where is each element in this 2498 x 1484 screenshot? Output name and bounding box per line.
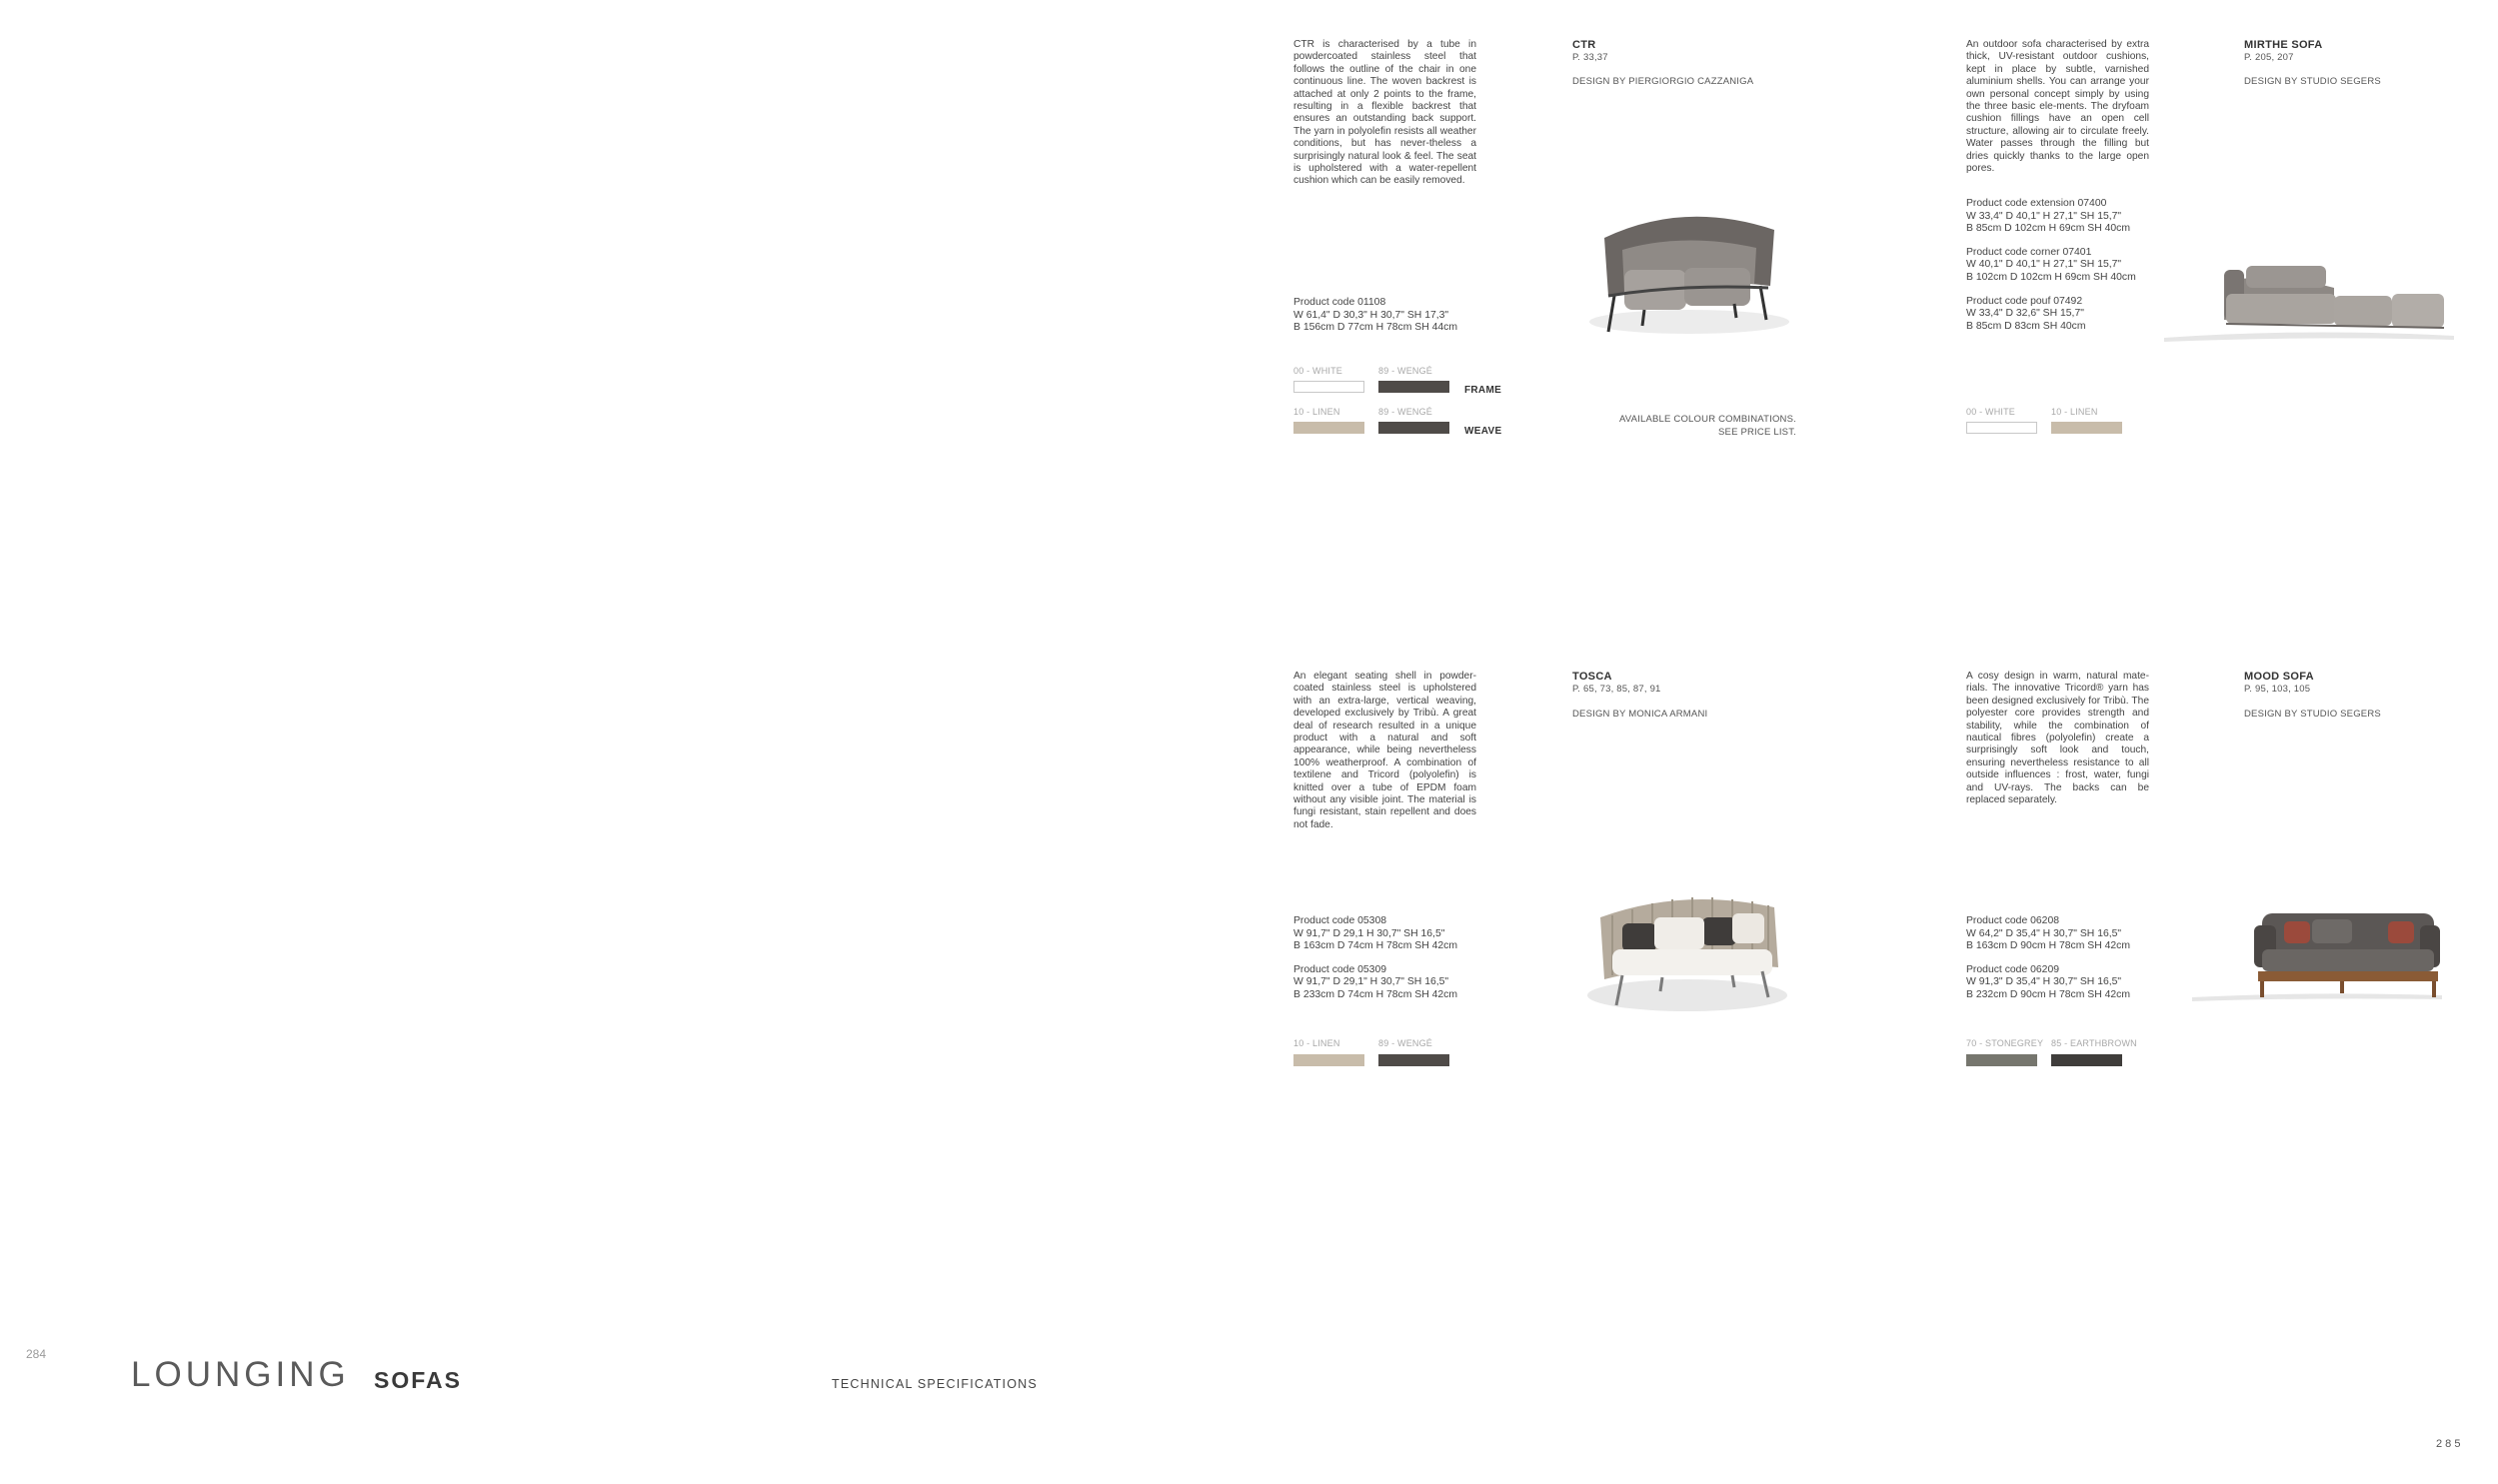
- technical-specifications-label: TECHNICAL SPECIFICATIONS: [832, 1377, 1038, 1391]
- dimensions-inch: W 33,4" D 32,6" SH 15,7": [1966, 308, 2084, 320]
- tosca-sofa-image: [1582, 887, 1797, 1017]
- mood-swatch-earthbrown: [2051, 1054, 2122, 1066]
- mood-description: A cosy design in warm, natural mate-rials. The innovative Tricord® yarn has been designed exclusively for Tribù. The polyester core provides strength and stability, while the combination of nautical fibres (polyolefin) create a surprisingly soft look and touch, ensuring nevertheless resistance to all outside influences : frost, water, fungi and UV-rays. The backs can be replaced separately.: [1966, 671, 2149, 806]
- ctr-product-codes: [1293, 297, 1457, 335]
- product-code-line: Product code 05309: [1293, 963, 1387, 975]
- dimensions-inch: W 91,3" D 35,4" H 30,7" SH 16,5": [1966, 976, 2122, 988]
- note-line: AVAILABLE COLOUR COMBINATIONS.: [1618, 414, 1796, 425]
- mood-product-name: MOOD SOFA: [2244, 671, 2314, 683]
- tosca-product-name: TOSCA: [1572, 671, 1612, 683]
- mirthe-designer: DESIGN BY STUDIO SEGERS: [2244, 76, 2381, 87]
- dimensions-inch: W 91,7" D 29,1 H 30,7" SH 16,5": [1293, 927, 1445, 939]
- right-page-number: 2 8 5: [2436, 1438, 2461, 1450]
- dimensions-inch: W 61,4" D 30,3" H 30,7" SH 17,3": [1293, 309, 1449, 321]
- tosca-colour-label: 89 - WENGÉ: [1378, 1038, 1433, 1048]
- dimensions-cm: B 156cm D 77cm H 78cm SH 44cm: [1293, 322, 1457, 334]
- mirthe-product-name: MIRTHE SOFA: [2244, 39, 2323, 51]
- mirthe-sofa-image: [2164, 260, 2454, 345]
- ctr-colour-label: 89 - WENGÉ: [1378, 366, 1433, 376]
- mood-designer: DESIGN BY STUDIO SEGERS: [2244, 709, 2381, 720]
- ctr-frame-swatch-wenge: [1378, 381, 1449, 393]
- weave-row-label: WEAVE: [1464, 426, 1502, 437]
- tosca-colour-label: 10 - LINEN: [1293, 1038, 1340, 1048]
- tosca-swatch-linen: [1293, 1054, 1364, 1066]
- dimensions-cm: B 85cm D 83cm SH 40cm: [1966, 320, 2086, 332]
- ctr-colour-label: 89 - WENGÉ: [1378, 407, 1433, 417]
- product-code-line: Product code 06209: [1966, 963, 2060, 975]
- tosca-designer: DESIGN BY MONICA ARMANI: [1572, 709, 1708, 720]
- mirthe-colour-label: 00 - WHITE: [1966, 407, 2016, 417]
- dimensions-cm: B 163cm D 90cm H 78cm SH 42cm: [1966, 940, 2130, 952]
- ctr-product-name: CTR: [1572, 39, 1596, 51]
- tosca-page-refs: P. 65, 73, 85, 87, 91: [1572, 684, 1661, 695]
- mirthe-page-refs: P. 205, 207: [2244, 52, 2294, 63]
- ctr-sofa-image: [1584, 200, 1794, 335]
- tosca-description: An elegant seating shell in powder-coated stainless steel is upholstered with an extra-large, vertical weaving, developed exclusively by Tribù. A great deal of research resulted in a unique product with a natural and soft appearance, while being nevertheless 100% weatherproof. A combination of textilene and Tricord (polyolefin) is knitted over a tube of EPDM foam without any visible joint. The material is fungi resistant, stain repellent and does not fade.: [1293, 671, 1476, 830]
- ctr-page-refs: P. 33,37: [1572, 52, 1608, 63]
- dimensions-inch: W 40,1" D 40,1" H 27,1" SH 15,7": [1966, 259, 2122, 271]
- tosca-product-codes: [1293, 915, 1457, 1002]
- left-page-number: 284: [26, 1347, 47, 1361]
- mirthe-colour-label: 10 - LINEN: [2051, 407, 2098, 417]
- dimensions-cm: B 163cm D 74cm H 78cm SH 42cm: [1293, 940, 1457, 952]
- dimensions-inch: W 64,2" D 35,4" H 30,7" SH 16,5": [1966, 927, 2122, 939]
- mirthe-description: An outdoor sofa characterised by extra thick, UV-resistant outdoor cushions, kept in place by subtle, varnished aluminium shells. You can arrange your own personal concept simply by using the three basic ele-ments. The dryfoam cushion fillings have an open cell structure, allowing air to circulate freely. Water passes through the filling but dries quickly thanks to the large open pores.: [1966, 39, 2149, 175]
- colour-combinations-note: [1499, 413, 1796, 439]
- dimensions-cm: B 233cm D 74cm H 78cm SH 42cm: [1293, 988, 1457, 1000]
- mirthe-swatch-linen: [2051, 422, 2122, 434]
- dimensions-cm: B 102cm D 102cm H 69cm SH 40cm: [1966, 271, 2136, 283]
- product-code-line: Product code corner 07401: [1966, 246, 2092, 258]
- product-code-line: Product code 01108: [1293, 297, 1386, 308]
- mood-colour-label: 85 - EARTHBROWN: [2051, 1038, 2137, 1048]
- product-code-line: Product code pouf 07492: [1966, 295, 2083, 307]
- ctr-colour-label: 00 - WHITE: [1293, 366, 1343, 376]
- ctr-designer: DESIGN BY PIERGIORGIO CAZZANIGA: [1572, 76, 1754, 87]
- subsection-title: SOFAS: [374, 1367, 462, 1393]
- mirthe-swatch-white: [1966, 422, 2037, 434]
- mood-sofa-image: [2192, 899, 2442, 1005]
- product-code-line: Product code 06208: [1966, 915, 2060, 926]
- mood-swatch-stonegrey: [1966, 1054, 2037, 1066]
- mood-page-refs: P. 95, 103, 105: [2244, 684, 2311, 695]
- note-line: SEE PRICE LIST.: [1718, 427, 1796, 438]
- mood-colour-label: 70 - STONEGREY: [1966, 1038, 2044, 1048]
- dimensions-cm: B 85cm D 102cm H 69cm SH 40cm: [1966, 223, 2130, 235]
- mood-product-codes: [1966, 915, 2130, 1002]
- product-code-line: Product code extension 07400: [1966, 198, 2107, 209]
- ctr-weave-swatch-wenge: [1378, 422, 1449, 434]
- dimensions-inch: W 91,7" D 29,1" H 30,7" SH 16,5": [1293, 976, 1449, 988]
- tosca-swatch-wenge: [1378, 1054, 1449, 1066]
- section-title: LOUNGING: [131, 1355, 350, 1394]
- frame-row-label: FRAME: [1464, 385, 1502, 396]
- ctr-colour-label: 10 - LINEN: [1293, 407, 1340, 417]
- ctr-frame-swatch-white: [1293, 381, 1364, 393]
- ctr-description: CTR is characterised by a tube in powdercoated stainless steel that follows the outline of the chair in one continuous line. The woven backrest is attached at only 2 points to the frame, resulting in a flexible backrest that ensures an outstanding back support. The yarn in polyolefin resists all weather conditions, but has never-theless a surprisingly natural look & feel. The seat is upholstered with a water-repellent cushion which can be easily removed.: [1293, 39, 1476, 187]
- product-code-line: Product code 05308: [1293, 915, 1387, 926]
- dimensions-cm: B 232cm D 90cm H 78cm SH 42cm: [1966, 988, 2130, 1000]
- ctr-weave-swatch-linen: [1293, 422, 1364, 434]
- mirthe-product-codes: [1966, 198, 2136, 333]
- dimensions-inch: W 33,4" D 40,1" H 27,1" SH 15,7": [1966, 210, 2122, 222]
